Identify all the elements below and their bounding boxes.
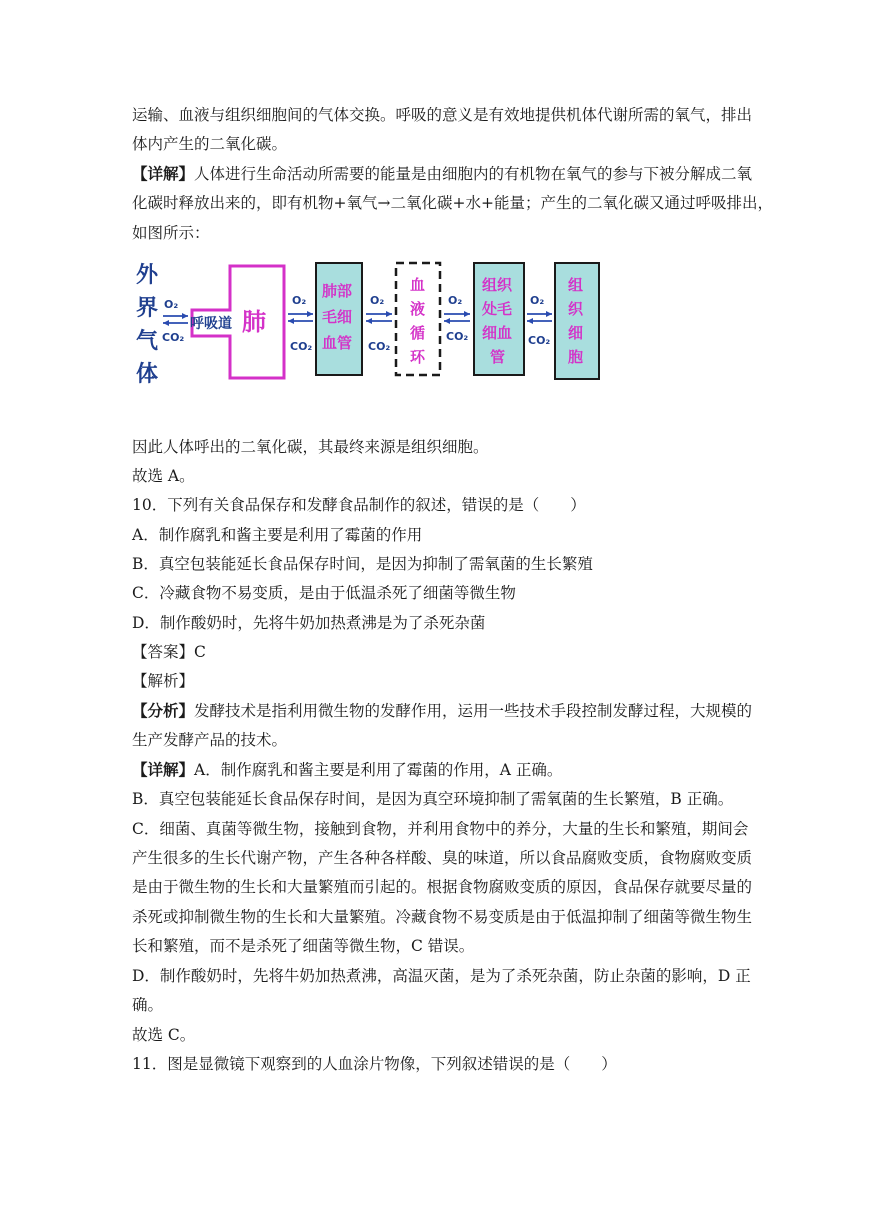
co2-label: CO₂ <box>368 340 391 353</box>
box3-line4: 管 <box>490 348 506 366</box>
diagram-svg <box>130 258 605 394</box>
outside-char-4: 体 <box>136 362 159 387</box>
option-c: C．冷藏食物不易变质，是由于低温杀死了细菌等微生物 <box>132 584 516 602</box>
analysis-heading: 【解析】 <box>132 672 195 690</box>
option-d: D．制作酸奶时，先将牛奶加热煮沸是为了杀死杂菌 <box>132 614 486 632</box>
arrowhead-right <box>307 311 313 317</box>
o2-label: O₂ <box>164 298 179 311</box>
arrowhead-left <box>444 318 450 324</box>
box1-line1: 肺部 <box>322 282 353 300</box>
arrowhead-right <box>386 311 392 317</box>
outside-char-3: 气 <box>136 329 159 354</box>
text-line: 【分析】发酵技术是指利用微生物的发酵作用，运用一些技术手段控制发酵过程，大规模的 <box>132 701 753 720</box>
outside-char-2: 界 <box>136 296 159 321</box>
text-line: 确。 <box>132 996 164 1014</box>
text-line: 体内产生的二氧化碳。 <box>132 135 288 153</box>
co2-label: CO₂ <box>290 340 313 353</box>
box4-char3: 细 <box>568 324 584 342</box>
box3-line3: 细血 <box>482 324 513 342</box>
section-tag: 【详解】 <box>132 164 195 183</box>
text-line: 化碳时释放出来的，即有机物+氧气→二氧化碳+水+能量；产生的二氧化碳又通过呼吸排出， <box>132 194 773 212</box>
box1-line2: 毛细 <box>322 308 353 326</box>
arrowhead-left <box>366 318 372 324</box>
respiration-diagram <box>130 258 605 394</box>
lung-label: 肺 <box>242 308 266 336</box>
box3-line2: 处毛 <box>482 300 513 318</box>
arrowhead-left <box>163 320 169 326</box>
question-11: 11．图是显微镜下观察到的人血涂片物像，下列叙述错误的是（ ） <box>132 1055 617 1073</box>
box2-char3: 循 <box>410 324 426 342</box>
o2-label: O₂ <box>448 294 463 307</box>
airway-label: 呼吸道 <box>190 316 232 332</box>
option-b: B．真空包装能延长食品保存时间，是因为抑制了需氧菌的生长繁殖 <box>132 555 593 573</box>
text-line: 运输、血液与组织细胞间的气体交换。呼吸的意义是有效地提供机体代谢所需的氧气，排出 <box>132 106 753 124</box>
text-line: C．细菌、真菌等微生物，接触到食物，并利用食物中的养分，大量的生长和繁殖，期间会 <box>132 820 749 838</box>
text-line: 杀死或抑制微生物的生长和大量繁殖。冷藏食物不易变质是由于低温抑制了细菌等微生物生 <box>132 908 753 926</box>
arrowhead-right <box>182 313 188 319</box>
text-line: 故选 C。 <box>132 1026 196 1044</box>
section-tag: 【分析】 <box>132 701 195 720</box>
text-line: D．制作酸奶时，先将牛奶加热煮沸，高温灭菌，是为了杀死杂菌，防止杂菌的影响，D 正 <box>132 967 751 985</box>
o2-label: O₂ <box>530 294 545 307</box>
outside-char-1: 外 <box>136 263 159 288</box>
section-tag: 【详解】 <box>132 760 195 779</box>
text-line: 产生很多的生长代谢产物，产生各种各样酸、臭的味道，所以食品腐败变质，食物腐败变质 <box>132 849 753 867</box>
option-a: A．制作腐乳和酱主要是利用了霉菌的作用 <box>132 526 423 544</box>
o2-label: O₂ <box>370 294 385 307</box>
box2-char4: 环 <box>410 348 426 366</box>
answer: 【答案】C <box>132 643 206 661</box>
arrowhead-left <box>527 318 533 324</box>
text-line: B．真空包装能延长食品保存时间，是因为真空环境抑制了需氧菌的生长繁殖，B 正确。 <box>132 790 734 808</box>
text-line: 长和繁殖，而不是杀死了细菌等微生物，C 错误。 <box>132 937 475 955</box>
co2-label: CO₂ <box>528 334 551 347</box>
box2-char1: 血 <box>410 276 426 294</box>
box2-char2: 液 <box>410 300 426 318</box>
arrowhead-right <box>546 311 552 317</box>
text-line: 因此人体呼出的二氧化碳，其最终来源是组织细胞。 <box>132 438 489 456</box>
co2-label: CO₂ <box>162 331 185 344</box>
question-10: 10．下列有关食品保存和发酵食品制作的叙述，错误的是（ ） <box>132 496 586 514</box>
box4-char4: 胞 <box>568 348 584 366</box>
text-line: 是由于微生物的生长和大量繁殖而引起的。根据食物腐败变质的原因，食品保存就要尽量的 <box>132 878 753 896</box>
text-line: 如图所示： <box>132 224 210 242</box>
box4-char2: 织 <box>568 300 584 318</box>
text-line: 故选 A。 <box>132 467 195 485</box>
box4-char1: 组 <box>568 276 584 294</box>
co2-label: CO₂ <box>446 330 469 343</box>
o2-label: O₂ <box>292 294 307 307</box>
text-line: 生产发酵产品的技术。 <box>132 731 288 749</box>
box1-line3: 血管 <box>322 334 353 352</box>
box3-line1: 组织 <box>482 276 513 294</box>
arrowhead-right <box>464 311 470 317</box>
arrowhead-left <box>288 318 294 324</box>
text-line: 【详解】人体进行生命活动所需要的能量是由细胞内的有机物在氧气的参与下被分解成二氧 <box>132 164 753 183</box>
text-line: 【详解】A．制作腐乳和酱主要是利用了霉菌的作用，A 正确。 <box>132 760 563 779</box>
